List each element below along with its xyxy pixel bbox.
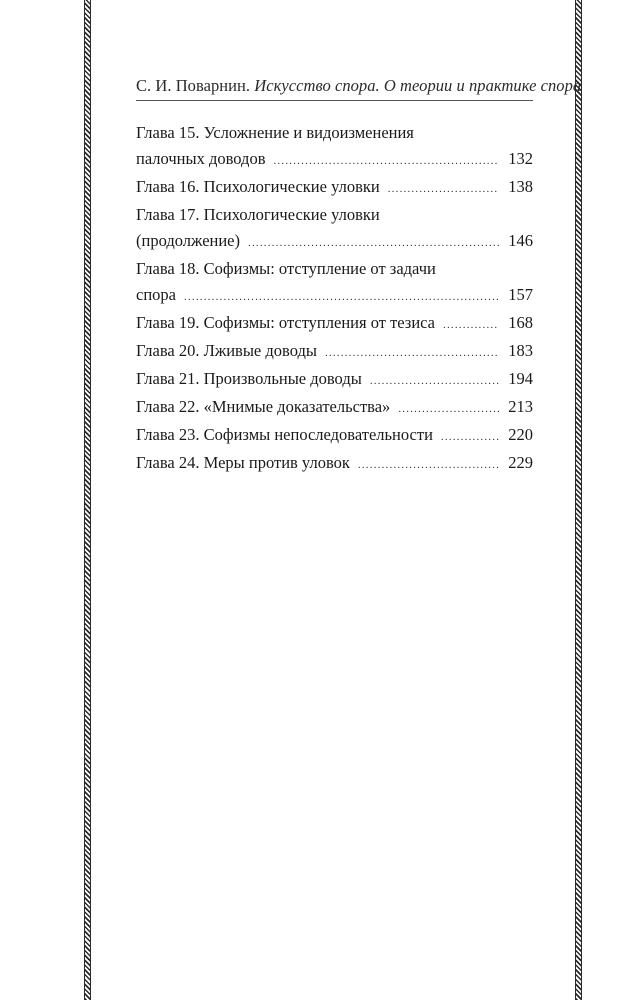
toc-entry-title-line: Глава 17. Психологические уловки bbox=[136, 205, 380, 224]
decorative-border-right bbox=[575, 0, 582, 1000]
toc-entry-title: спора bbox=[136, 285, 176, 304]
toc-entry-chapter-18[interactable] bbox=[136, 256, 533, 310]
toc-entry-chapter-20[interactable] bbox=[136, 338, 533, 366]
dot-leader bbox=[248, 230, 499, 256]
dot-leader bbox=[388, 176, 499, 202]
decorative-border-left bbox=[84, 0, 91, 1000]
toc-page-number: 157 bbox=[508, 285, 533, 304]
toc-entry-chapter-15[interactable] bbox=[136, 120, 533, 174]
toc-entry-title: Глава 16. Психологические уловки bbox=[136, 177, 380, 196]
running-head-title: Искусство спора. О теории и практике спора bbox=[254, 76, 582, 95]
dot-leader bbox=[443, 312, 499, 338]
toc-entry-title-line: Глава 15. Усложнение и видоизменения bbox=[136, 123, 414, 142]
toc-page-number: 146 bbox=[508, 231, 533, 250]
toc-page-number: 183 bbox=[508, 341, 533, 360]
toc-entry-title: Глава 22. «Мнимые доказательства» bbox=[136, 397, 391, 416]
toc-entry-title: Глава 23. Софизмы непоследовательности bbox=[136, 425, 433, 444]
toc-page-number: 220 bbox=[508, 425, 533, 444]
toc-entry-chapter-19[interactable] bbox=[136, 310, 533, 338]
toc-page-number: 229 bbox=[508, 453, 533, 472]
toc-page-number: 213 bbox=[508, 397, 533, 416]
toc-entry-title: Глава 20. Лживые доводы bbox=[136, 341, 317, 360]
dot-leader bbox=[184, 284, 499, 310]
toc-entry-chapter-22[interactable] bbox=[136, 394, 533, 422]
toc-entry-title: Глава 24. Меры против уловок bbox=[136, 453, 350, 472]
toc-entry-chapter-21[interactable] bbox=[136, 366, 533, 394]
toc-entry-title: палочных доводов bbox=[136, 149, 266, 168]
table-of-contents bbox=[136, 120, 533, 478]
dot-leader bbox=[325, 340, 499, 366]
dot-leader bbox=[370, 368, 499, 394]
toc-entry-title: Глава 21. Произвольные доводы bbox=[136, 369, 362, 388]
toc-entry-chapter-23[interactable] bbox=[136, 422, 533, 450]
dot-leader bbox=[273, 148, 499, 174]
toc-page-number: 132 bbox=[508, 149, 533, 168]
toc-entry-title-line: Глава 18. Софизмы: отступление от задачи bbox=[136, 259, 436, 278]
toc-page-number: 194 bbox=[508, 369, 533, 388]
running-head-author: С. И. Поварнин. bbox=[136, 76, 251, 95]
toc-entry-chapter-16[interactable] bbox=[136, 174, 533, 202]
dot-leader bbox=[441, 424, 499, 450]
toc-page-number: 138 bbox=[508, 177, 533, 196]
running-head bbox=[136, 76, 582, 101]
toc-page-number: 168 bbox=[508, 313, 533, 332]
toc-entry-title: Глава 19. Софизмы: отступления от тезиса bbox=[136, 313, 435, 332]
toc-entry-chapter-17[interactable] bbox=[136, 202, 533, 256]
toc-entry-title: (продолжение) bbox=[136, 231, 240, 250]
toc-entry-chapter-24[interactable] bbox=[136, 450, 533, 478]
dot-leader bbox=[398, 396, 499, 422]
dot-leader bbox=[358, 452, 499, 478]
